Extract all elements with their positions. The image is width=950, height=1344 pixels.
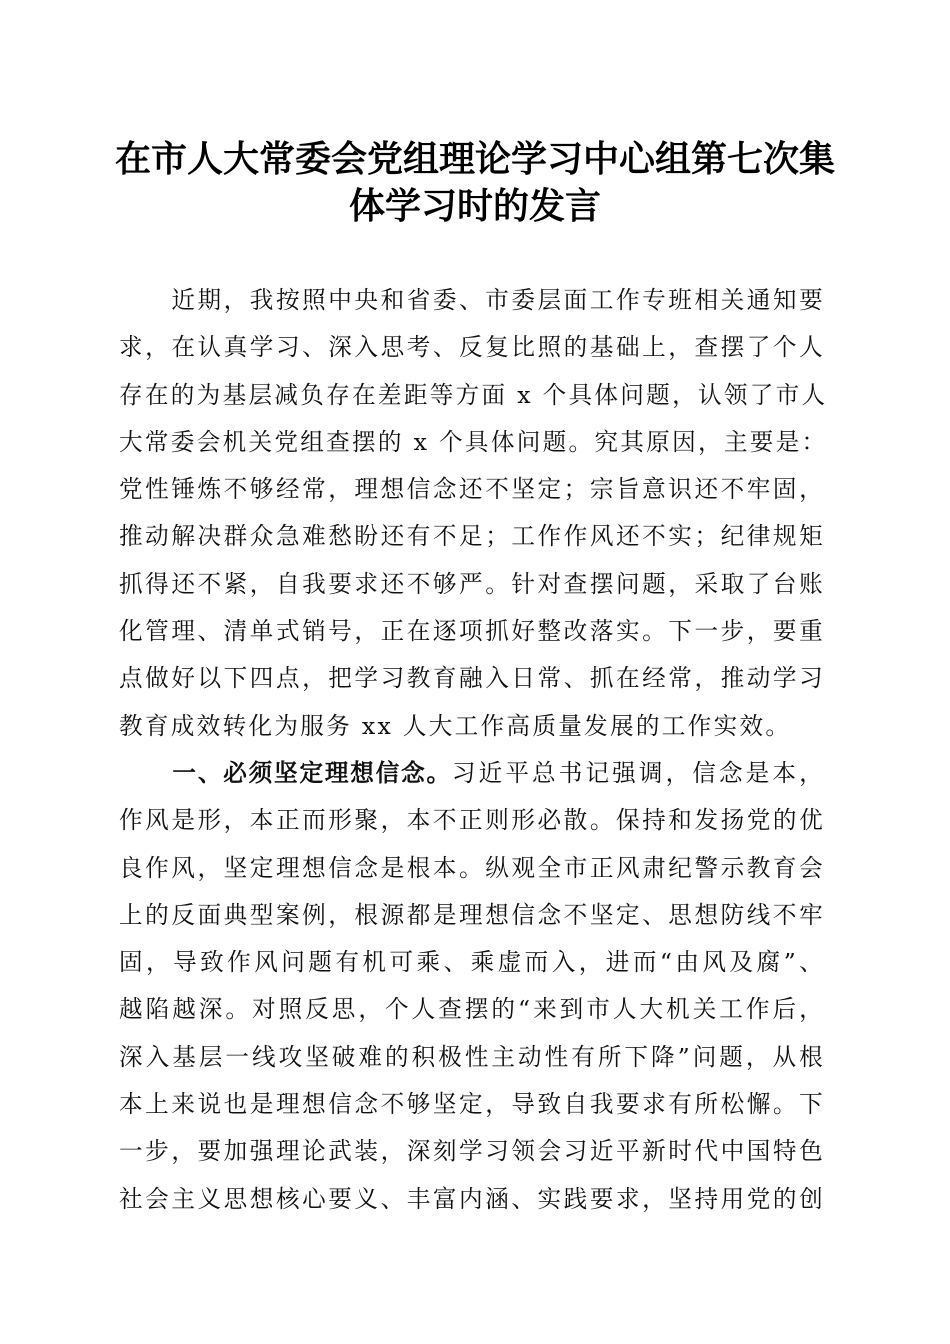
text-line: 教育成效转化为服务 xx 人大工作高质量发展的工作实效。 [119,711,792,740]
text-line: 社会主义思想核心要义、丰富内涵、实践要求，坚持用党的创 [119,1184,825,1213]
text-line: 大常委会机关党组查摆的 x 个具体问题。究其原因，主要是： [119,427,828,456]
paragraph-section-1 [119,750,825,1223]
text-line: 推动解决群众急难愁盼还有不足；工作作风还不实；纪律规矩 [119,522,825,551]
section-first-line [119,750,825,797]
section-first-line-text: 习近平总书记强调，信念是本， [451,758,825,787]
text-line: 存在的为基层减负存在差距等方面 x 个具体问题，认领了市人 [119,380,828,409]
text-line: 一步，要加强理论武装，深刻学习领会习近平新时代中国特色 [119,1137,825,1166]
document-title [100,136,850,230]
text-line: 点做好以下四点，把学习教育融入日常、抓在经常，推动学习 [119,664,825,693]
text-line: 上的反面典型案例，根源都是理想信念不坚定、思想防线不牢 [119,900,825,929]
text-line: 抓得还不紧，自我要求还不够严。针对查摆问题，采取了台账 [119,569,825,598]
text-line: 求，在认真学习、深入思考、反复比照的基础上，查摆了个人 [119,333,825,362]
paragraph-intro [119,277,828,750]
title-line-1: 在市人大常委会党组理论学习中心组第七次集 [114,138,835,180]
text-line: 近期，我按照中央和省委、市委层面工作专班相关通知要 [119,286,825,314]
document-body [119,277,828,1223]
text-line: 作风是形，本正而形聚，本不正则形必散。保持和发扬党的优 [119,806,825,835]
section-heading: 一、必须坚定理想信念。 [172,758,452,787]
text-line: 良作风，坚定理想信念是根本。纵观全市正风肃纪警示教育会 [119,853,825,882]
title-line-2: 体学习时的发言 [348,185,601,227]
text-line: 深入基层一线攻坚破难的积极性主动性有所下降”问题，从根 [119,1042,825,1071]
text-line: 党性锤炼不够经常，理想信念还不坚定；宗旨意识还不牢固， [119,475,825,504]
text-line: 本上来说也是理想信念不够坚定，导致自我要求有所松懈。下 [119,1090,825,1119]
text-line: 越陷越深。对照反思，个人查摆的“来到市人大机关工作后， [119,995,825,1024]
text-line: 固，导致作风问题有机可乘、乘虚而入，进而“由风及腐”、 [119,948,825,977]
text-line: 化管理、清单式销号，正在逐项抓好整改落实。下一步，要重 [119,617,825,646]
